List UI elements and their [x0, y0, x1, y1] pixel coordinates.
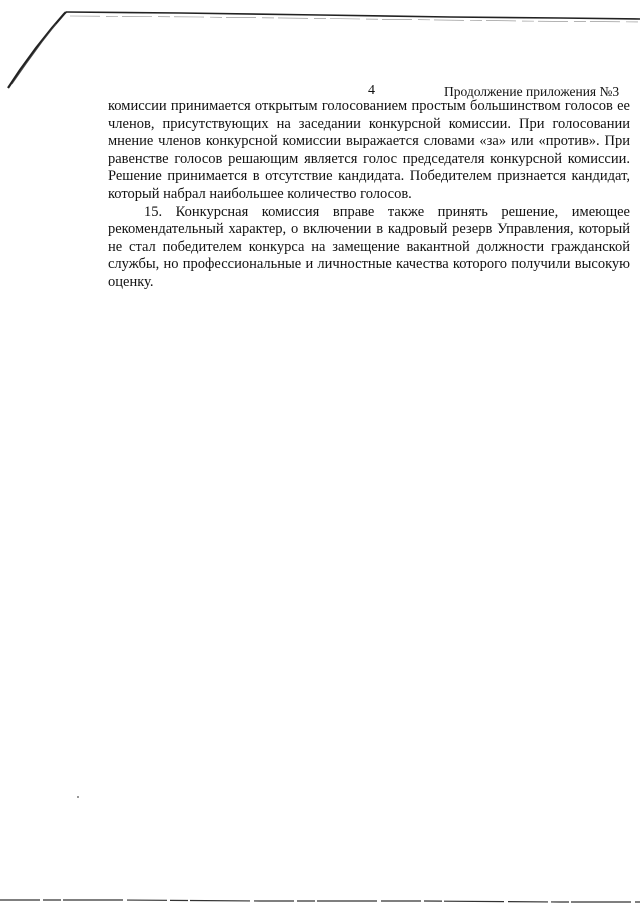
scan-bottom-edge: [0, 900, 640, 902]
scan-top-edge-faint: [70, 16, 640, 22]
appendix-continuation-label: Продолжение приложения №3: [444, 84, 620, 99]
scan-top-edge: [66, 12, 640, 19]
paragraph-voting-rules: комиссии принимается открытым голосованием простым большинством голосов ее членов, присутствующих на заседании конкурсной комиссии. При голосовании мнение членов конкурсной комиссии выражается словами «за» или «против». При равенстве голосов решающим является голос председателя конкурсной комиссии. Решение принимается в отсутствие кандидата. Победителем признается кандидат, который набрал наибольшее количество голосов.: [108, 98, 630, 202]
document-body: [108, 98, 630, 292]
page-number: 4: [368, 83, 375, 98]
scan-edge-marks-bottom: [0, 890, 640, 905]
paragraph-15-reserve: 15. Конкурсная комиссия вправе также принять решение, имеющее рекомендательный характер, о включении в кадровый резерв Управления, который не стал победителем конкурса на замещение вакантной должности гражданской службы, но профессиональные и личностные качества которого получили высокую оценку.: [108, 203, 630, 290]
scan-diagonal-mark-inner: [12, 24, 56, 84]
scan-speck: [77, 796, 79, 798]
